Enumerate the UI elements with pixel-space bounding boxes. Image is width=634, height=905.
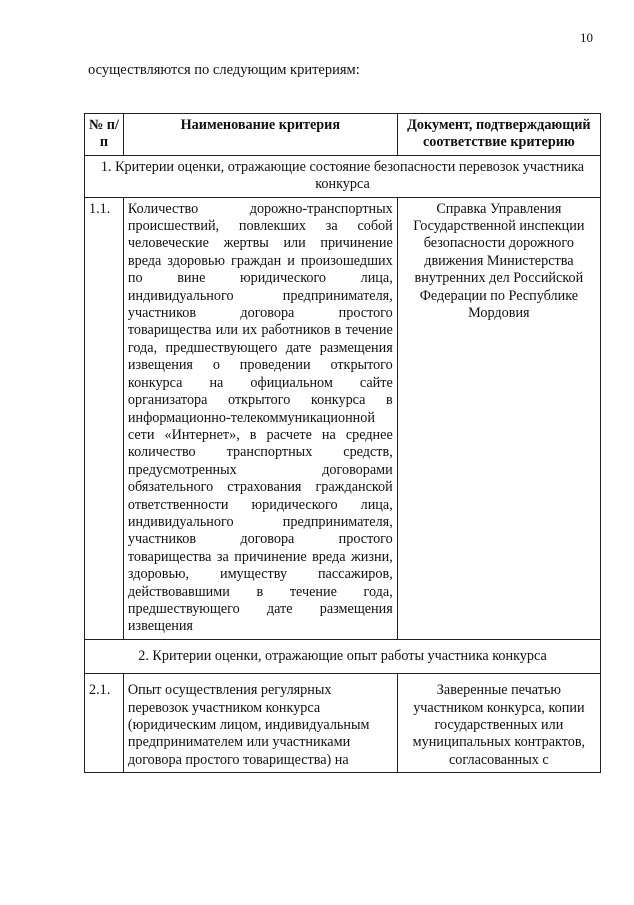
- section-row: [85, 155, 601, 197]
- section-row: [85, 639, 601, 673]
- table-header-row: [85, 114, 601, 156]
- criterion-name: Количество дорожно-транспортных происшествий, повлекших за собой человеческие жертвы или причинение вреда здоровью граждан и произошедших по вине юридического лица, индивидуального предпринимателя, участников договора простого товарищества или их работников в течение года, предшествующего дате размещения извещения о проведении открытого конкурса на официальном сайте организатора открытого конкурса в информационно-телекоммуникационной сети «Интернет», в расчете на среднее количество транспортных средств, предусмотренных договорами обязательного страхования гражданской ответственности юридического лица, индивидуального предпринимателя, участников договора простого товарищества за причинение вреда жизни, здоровью, имуществу пассажиров, действовавшими в течение года, предшествующего дате размещения извещения: [123, 197, 397, 639]
- intro-text: осуществляются по следующим критериям:: [88, 62, 360, 78]
- page-number: 10: [580, 30, 593, 45]
- table-row: [85, 197, 601, 639]
- criterion-name: Опыт осуществления регулярных перевозок участником конкурса (юридическим лицом, индивидуальным предпринимателем или участниками договора простого товарищества) на: [123, 674, 397, 773]
- row-number: 1.1.: [85, 197, 124, 639]
- section-title: 2. Критерии оценки, отражающие опыт работы участника конкурса: [85, 639, 601, 673]
- criterion-document: Заверенные печатью участником конкурса, копии государственных или муниципальных контрактов, согласованных с: [397, 674, 600, 773]
- header-document: Документ, подтверждающий соответствие критерию: [397, 114, 600, 156]
- criterion-document: Справка Управления Государственной инспекции безопасности дорожного движения Министерства внутренних дел Российской Федерации по Республике Мордовия: [397, 197, 600, 639]
- header-criterion-name: Наименование критерия: [123, 114, 397, 156]
- header-number: № п/п: [85, 114, 124, 156]
- row-number: 2.1.: [85, 674, 124, 773]
- table-row: [85, 674, 601, 773]
- section-title: 1. Критерии оценки, отражающие состояние безопасности перевозок участника конкурса: [85, 155, 601, 197]
- criteria-table: [84, 113, 601, 773]
